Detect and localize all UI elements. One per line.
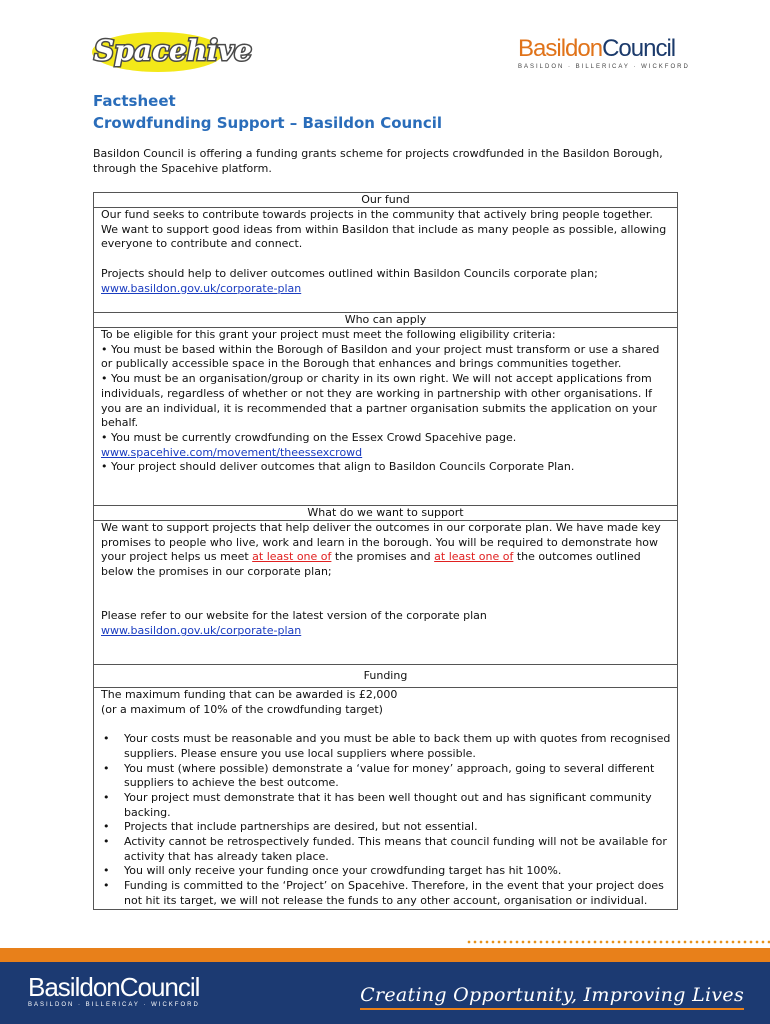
- decorative-dots: [466, 940, 770, 944]
- list-item: • Your project must demonstrate that it has been well thought out and has significant community backing.: [101, 791, 671, 820]
- support-paragraph: [101, 521, 671, 580]
- footer-logo-council-word: Council: [119, 972, 200, 1002]
- section-heading-support: What do we want to support: [94, 506, 677, 521]
- our-fund-paragraph: Our fund seeks to contribute towards projects in the community that actively bring people together. We want to support good ideas from within Basildon that include as many people as possible, allowing everyone to contribute and connect.: [101, 208, 667, 251]
- list-item: • Funding is committed to the ‘Project’ on Spacehive. Therefore, in the event that your project does not hit its target, we will not release the funds to any other account, organisation or individual.: [101, 879, 671, 908]
- eligibility-bullet: • You must be currently crowdfunding on the Essex Crowd Spacehive page.: [101, 430, 517, 444]
- footer-orange-band: [0, 948, 770, 962]
- footer-logo-subtitle: BASILDON · BILLERICAY · WICKFORD: [28, 1002, 200, 1008]
- document-title: [93, 90, 442, 134]
- footer-tagline: Creating Opportunity, Improving Lives: [360, 984, 744, 1010]
- section-body-our-fund: [94, 208, 677, 313]
- emphasis-at-least-one: at least one of: [434, 550, 514, 564]
- intro-paragraph: Basildon Council is offering a funding grants scheme for projects crowdfunded in the Basildon Borough, through the Spacehive platform.: [93, 147, 663, 175]
- info-table: [93, 192, 678, 910]
- support-text: the outcomes outlined below the promises in our corporate plan;: [101, 550, 641, 579]
- corporate-plan-link[interactable]: www.basildon.gov.uk/corporate-plan: [101, 281, 302, 295]
- svg-text:Spacehive: Spacehive: [94, 34, 252, 67]
- section-heading-funding: Funding: [94, 665, 677, 688]
- section-body-funding: [94, 688, 677, 909]
- eligibility-bullet: • Your project should deliver outcomes that align to Basildon Councils Corporate Plan.: [101, 460, 575, 474]
- funding-max-line: The maximum funding that can be awarded is £2,000: [101, 688, 398, 701]
- funding-max-percent: (or a maximum of 10% of the crowdfunding target): [101, 702, 383, 716]
- footer-logo-basildon-word: Basildon: [28, 972, 120, 1002]
- list-item: • You must (where possible) demonstrate a ‘value for money’ approach, going to several different suppliers to achieve the best outcome.: [101, 762, 671, 791]
- section-heading-our-fund: Our fund: [94, 193, 677, 208]
- list-item: • Activity cannot be retrospectively funded. This means that council funding will not be available for activity that has already taken place.: [101, 835, 671, 864]
- section-body-support: [94, 521, 677, 665]
- eligibility-bullet: • You must be an organisation/group or charity in its own right. We will not accept applications from individuals, regardless of whether or not they are working in partnership with other organisations. If you are an individual, it is recommended that a partner organisation submits the application on your behalf.: [101, 372, 657, 430]
- logo-subtitle: BASILDON · BILLERICAY · WICKFORD: [518, 64, 690, 70]
- basildon-council-logo: [518, 35, 690, 70]
- title-line-factsheet: Factsheet: [93, 92, 176, 110]
- support-text: We want to support projects that help deliver the outcomes in our corporate plan. We have made key promises to people who live, work and learn in the borough. You will be required to demonstrate how your project helps us meet: [101, 521, 661, 564]
- logo-council-word: Council: [602, 35, 676, 62]
- our-fund-corporate-plan-text: Projects should help to deliver outcomes outlined within Basildon Councils corporate plan;: [101, 266, 598, 280]
- section-body-who-can-apply: [94, 328, 677, 506]
- list-item: • You will only receive your funding once your crowdfunding target has hit 100%.: [101, 864, 671, 879]
- corporate-plan-link[interactable]: www.basildon.gov.uk/corporate-plan: [101, 623, 302, 637]
- emphasis-at-least-one: at least one of: [252, 550, 332, 564]
- essex-crowd-link[interactable]: www.spacehive.com/movement/theessexcrowd: [101, 445, 363, 459]
- list-item: • Projects that include partnerships are desired, but not essential.: [101, 820, 671, 835]
- logo-basildon-word: Basildon: [518, 35, 603, 62]
- list-item: • Your costs must be reasonable and you must be able to back them up with quotes from recognised suppliers. Please ensure you use local suppliers where possible.: [101, 732, 671, 761]
- eligibility-bullet: • You must be based within the Borough of Basildon and your project must transform or use a shared or publically accessible space in the Borough that enhances and brings communities together.: [101, 342, 660, 371]
- support-text: the promises and: [331, 550, 435, 564]
- section-heading-who-can-apply: Who can apply: [94, 313, 677, 328]
- spacehive-logo-graphic: [86, 26, 252, 76]
- eligibility-intro: To be eligible for this grant your project must meet the following eligibility criteria:: [101, 328, 556, 341]
- funding-bullet-list: [101, 732, 671, 908]
- spacehive-logo: [86, 26, 252, 76]
- support-refer-text: Please refer to our website for the latest version of the corporate plan: [101, 609, 487, 623]
- title-line-main: Crowdfunding Support – Basildon Council: [93, 114, 443, 132]
- footer-council-logo: [28, 974, 200, 1008]
